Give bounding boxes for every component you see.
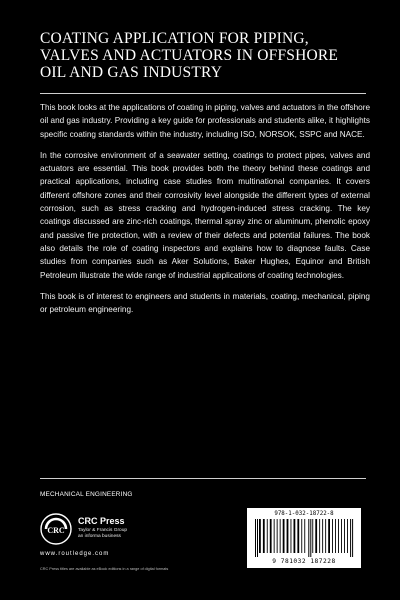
barcode-bar xyxy=(335,519,336,553)
title-line: VALVES AND ACTUATORS IN OFFSHORE xyxy=(40,47,339,64)
publisher-group-line: an informa business xyxy=(78,534,121,539)
barcode-bar xyxy=(291,519,292,553)
barcode-bar xyxy=(319,519,320,553)
barcode-graphic xyxy=(253,519,355,557)
isbn-number: 978-1-032-18722-8 xyxy=(274,511,334,517)
barcode-bar xyxy=(270,519,272,553)
barcode-bar xyxy=(274,519,275,553)
barcode-bar xyxy=(287,519,289,553)
publisher-url[interactable]: www.routledge.com xyxy=(40,551,110,557)
barcode-bar xyxy=(255,519,256,557)
barcode-bar xyxy=(294,519,296,553)
crc-press-logo xyxy=(40,513,72,545)
subject-category: MECHANICAL ENGINEERING xyxy=(40,491,133,498)
barcode-bar xyxy=(304,519,305,553)
barcode-bar xyxy=(259,519,261,553)
description-paragraph: In the corrosive environment of a seawater setting, coatings to protect pipes, valves and actuators are essential. This book provides both the theory behind these coatings and practical applications, including case studies from multinational companies. It covers different offshore zones and their corrosivity level alongside the different types of external corrosion, such as stress cracking and hydrogen-induced stress cracking. The key coatings discussed are zinc-rich coatings, thermal spray zinc or aluminum, phenolic epoxy and passive fire protection, with a review of their defects and potential failures. The book also details the role of coating inspectors and explains how to diagnose faults. Case studies from companies such as Aker Solutions, Baker Hughes, Equinor and British Petroleum illustrate the wide range of industrial applications of coating technologies. xyxy=(40,150,370,280)
barcode-bar xyxy=(325,519,326,553)
barcode-digits: 9 781032 187228 xyxy=(272,558,336,565)
barcode-bar xyxy=(344,519,345,553)
barcode-bar xyxy=(332,519,333,553)
barcode-bar xyxy=(310,519,311,557)
barcode-bar xyxy=(312,519,313,553)
barcode-bar xyxy=(322,519,323,553)
publisher-group-line: Taylor & Francis Group xyxy=(78,528,128,533)
book-title xyxy=(40,30,380,81)
barcode-bar xyxy=(280,519,281,553)
barcode-bar xyxy=(267,519,268,553)
barcode-bar xyxy=(347,519,348,553)
barcode-bar xyxy=(341,519,342,553)
publisher-legal-note: CRC Press titles are available as eBook editions in a range of digital formats xyxy=(40,567,169,571)
divider-top xyxy=(40,93,366,94)
publisher-group xyxy=(78,528,188,540)
crc-logo-text: CRC xyxy=(47,526,65,535)
barcode-bar xyxy=(328,519,330,553)
barcode-bar xyxy=(283,519,285,553)
barcode-bar xyxy=(301,519,302,553)
publisher-block xyxy=(40,513,240,573)
divider-bottom xyxy=(40,478,366,479)
barcode-bar xyxy=(257,519,258,557)
description-paragraph: This book is of interest to engineers and students in materials, coating, mechanical, piping or petroleum engineering. xyxy=(40,291,370,315)
isbn-barcode xyxy=(247,508,361,568)
title-line: OIL AND GAS INDUSTRY xyxy=(40,64,223,81)
barcode-bar xyxy=(315,519,317,553)
title-line: COATING APPLICATION FOR PIPING, xyxy=(40,30,309,47)
publisher-name: CRC Press xyxy=(78,516,125,526)
barcode-bar xyxy=(338,519,339,553)
barcode-bar xyxy=(350,519,351,557)
barcode-bar xyxy=(263,519,265,553)
book-description xyxy=(40,101,370,324)
barcode-bar xyxy=(277,519,278,553)
description-paragraph: This book looks at the applications of coating in piping, valves and actuators in the offshore oil and gas industry. Providing a key guide for professionals and students alike, it highlights specific coating standards within the industry, including ISO, NORSOK, SSPC and NACE. xyxy=(40,103,370,139)
barcode-bar xyxy=(352,519,353,557)
barcode-bar xyxy=(297,519,299,553)
barcode-bar xyxy=(308,519,309,557)
